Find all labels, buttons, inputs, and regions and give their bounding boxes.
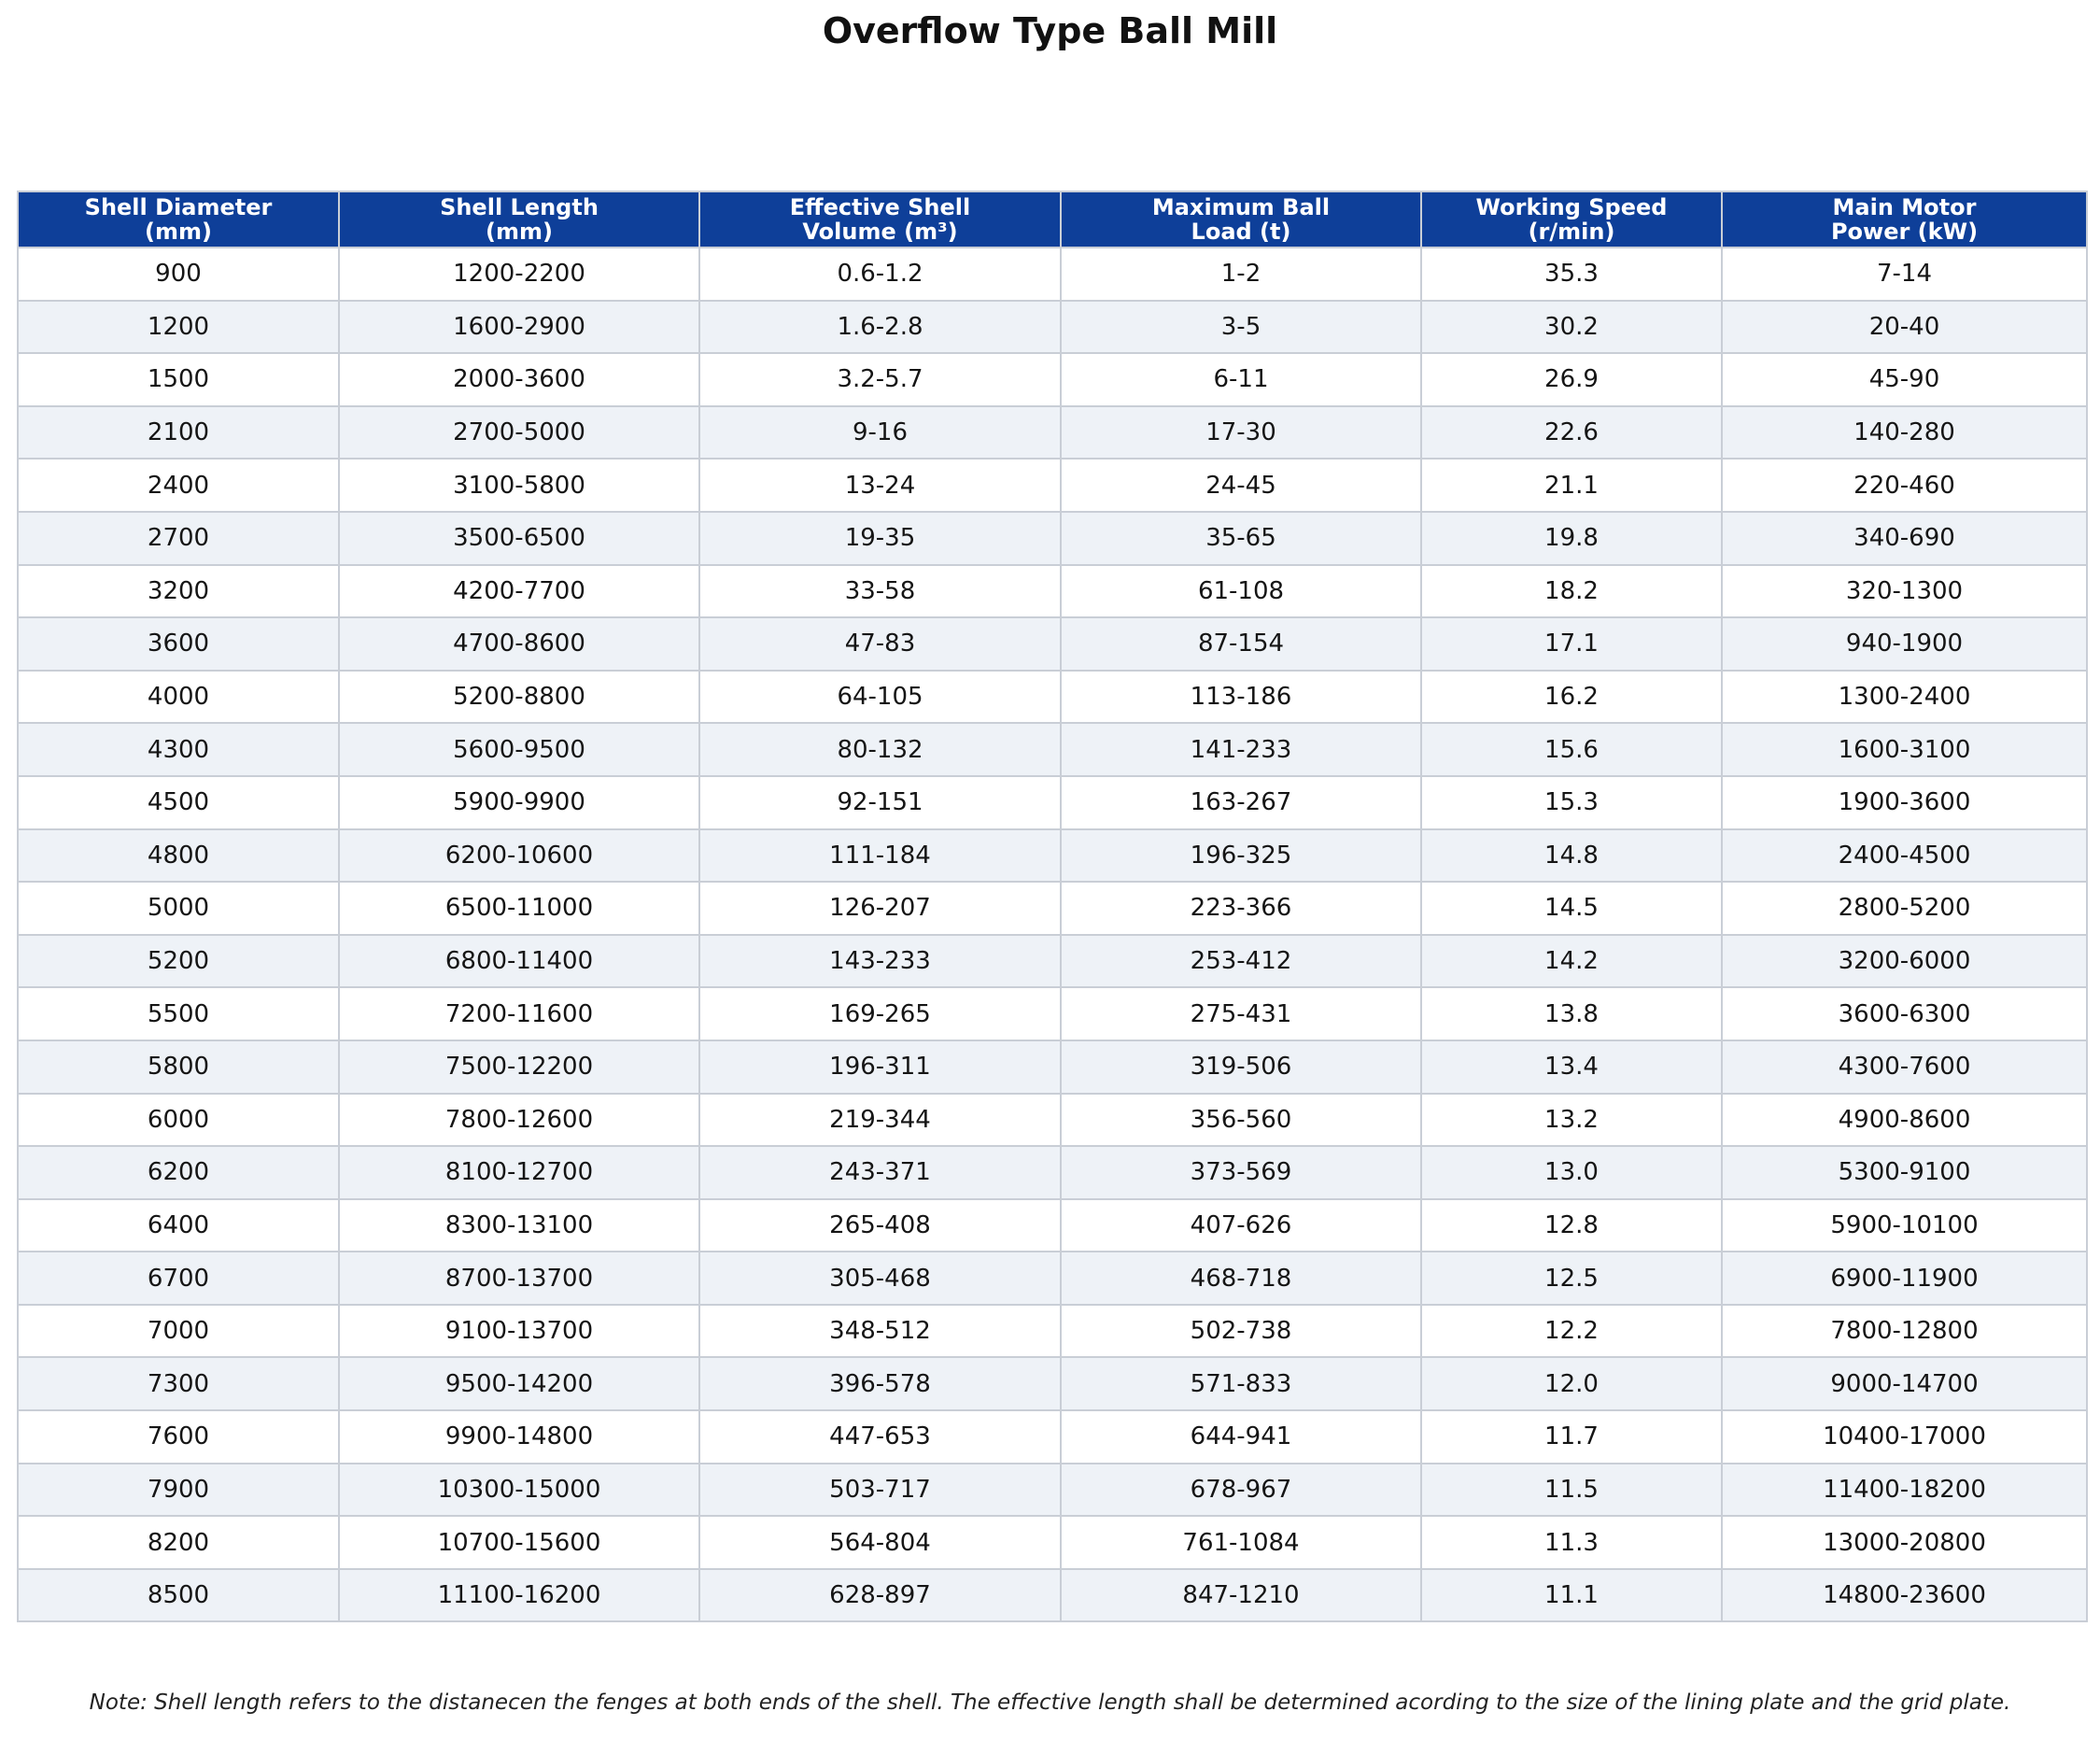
- cell-motor-power: 45-90: [1722, 353, 2087, 406]
- cell-working-speed: 11.7: [1421, 1410, 1722, 1464]
- header-row: [18, 191, 2087, 248]
- cell-max-ball-load: 275-431: [1061, 987, 1421, 1040]
- cell-shell-diameter: 8200: [18, 1516, 339, 1569]
- cell-shell-diameter: 2700: [18, 512, 339, 565]
- cell-motor-power: 9000-14700: [1722, 1357, 2087, 1410]
- cell-shell-length: 6200-10600: [339, 829, 699, 883]
- cell-working-speed: 11.1: [1421, 1569, 1722, 1622]
- cell-shell-length: 8700-13700: [339, 1252, 699, 1305]
- cell-shell-length: 6800-11400: [339, 935, 699, 988]
- cell-shell-diameter: 6700: [18, 1252, 339, 1305]
- table-row: [18, 987, 2087, 1040]
- cell-effective-volume: 9-16: [699, 406, 1061, 460]
- cell-motor-power: 7-14: [1722, 248, 2087, 301]
- cell-motor-power: 14800-23600: [1722, 1569, 2087, 1622]
- cell-effective-volume: 196-311: [699, 1040, 1061, 1094]
- table-row: [18, 301, 2087, 354]
- table-row: [18, 1305, 2087, 1358]
- cell-working-speed: 17.1: [1421, 617, 1722, 671]
- cell-shell-length: 9900-14800: [339, 1410, 699, 1464]
- table-row: [18, 723, 2087, 776]
- cell-shell-length: 1200-2200: [339, 248, 699, 301]
- cell-motor-power: 3600-6300: [1722, 987, 2087, 1040]
- header-motor-power: Main Motor Power (kW): [1722, 191, 2087, 248]
- cell-shell-length: 3100-5800: [339, 459, 699, 512]
- cell-motor-power: 2400-4500: [1722, 829, 2087, 883]
- table-row: [18, 829, 2087, 883]
- cell-working-speed: 12.2: [1421, 1305, 1722, 1358]
- table-row: [18, 406, 2087, 460]
- cell-shell-diameter: 5200: [18, 935, 339, 988]
- cell-max-ball-load: 319-506: [1061, 1040, 1421, 1094]
- cell-shell-length: 11100-16200: [339, 1569, 699, 1622]
- cell-shell-length: 8300-13100: [339, 1199, 699, 1252]
- cell-shell-diameter: 2100: [18, 406, 339, 460]
- cell-shell-length: 6500-11000: [339, 882, 699, 935]
- cell-shell-length: 7500-12200: [339, 1040, 699, 1094]
- cell-working-speed: 16.2: [1421, 671, 1722, 724]
- cell-effective-volume: 305-468: [699, 1252, 1061, 1305]
- cell-effective-volume: 126-207: [699, 882, 1061, 935]
- table-row: [18, 565, 2087, 618]
- cell-effective-volume: 628-897: [699, 1569, 1061, 1622]
- cell-shell-diameter: 4300: [18, 723, 339, 776]
- cell-max-ball-load: 644-941: [1061, 1410, 1421, 1464]
- spec-table: [17, 191, 2088, 1622]
- cell-working-speed: 21.1: [1421, 459, 1722, 512]
- cell-motor-power: 140-280: [1722, 406, 2087, 460]
- cell-working-speed: 11.3: [1421, 1516, 1722, 1569]
- cell-shell-diameter: 7600: [18, 1410, 339, 1464]
- cell-motor-power: 20-40: [1722, 301, 2087, 354]
- cell-max-ball-load: 87-154: [1061, 617, 1421, 671]
- cell-max-ball-load: 24-45: [1061, 459, 1421, 512]
- cell-shell-diameter: 6200: [18, 1146, 339, 1199]
- cell-max-ball-load: 6-11: [1061, 353, 1421, 406]
- cell-max-ball-load: 468-718: [1061, 1252, 1421, 1305]
- cell-effective-volume: 33-58: [699, 565, 1061, 618]
- cell-effective-volume: 143-233: [699, 935, 1061, 988]
- cell-shell-diameter: 1500: [18, 353, 339, 406]
- cell-shell-length: 1600-2900: [339, 301, 699, 354]
- cell-working-speed: 18.2: [1421, 565, 1722, 618]
- cell-working-speed: 14.2: [1421, 935, 1722, 988]
- cell-shell-length: 9500-14200: [339, 1357, 699, 1410]
- table-row: [18, 459, 2087, 512]
- table-row: [18, 1199, 2087, 1252]
- cell-working-speed: 15.6: [1421, 723, 1722, 776]
- header-shell-diameter: Shell Diameter (mm): [18, 191, 339, 248]
- cell-shell-diameter: 5000: [18, 882, 339, 935]
- cell-motor-power: 11400-18200: [1722, 1464, 2087, 1517]
- table-row: [18, 1410, 2087, 1464]
- cell-shell-length: 3500-6500: [339, 512, 699, 565]
- header-effective-volume: Effective Shell Volume (m³): [699, 191, 1061, 248]
- cell-max-ball-load: 17-30: [1061, 406, 1421, 460]
- cell-motor-power: 320-1300: [1722, 565, 2087, 618]
- cell-max-ball-load: 3-5: [1061, 301, 1421, 354]
- cell-effective-volume: 1.6-2.8: [699, 301, 1061, 354]
- cell-shell-length: 10700-15600: [339, 1516, 699, 1569]
- cell-motor-power: 6900-11900: [1722, 1252, 2087, 1305]
- cell-max-ball-load: 356-560: [1061, 1094, 1421, 1147]
- table-row: [18, 512, 2087, 565]
- table-row: [18, 1146, 2087, 1199]
- cell-shell-diameter: 3200: [18, 565, 339, 618]
- cell-max-ball-load: 373-569: [1061, 1146, 1421, 1199]
- cell-effective-volume: 503-717: [699, 1464, 1061, 1517]
- cell-motor-power: 10400-17000: [1722, 1410, 2087, 1464]
- cell-max-ball-load: 571-833: [1061, 1357, 1421, 1410]
- cell-motor-power: 340-690: [1722, 512, 2087, 565]
- cell-max-ball-load: 407-626: [1061, 1199, 1421, 1252]
- cell-shell-length: 7800-12600: [339, 1094, 699, 1147]
- table-row: [18, 353, 2087, 406]
- cell-motor-power: 2800-5200: [1722, 882, 2087, 935]
- cell-shell-length: 7200-11600: [339, 987, 699, 1040]
- cell-shell-diameter: 6000: [18, 1094, 339, 1147]
- cell-effective-volume: 3.2-5.7: [699, 353, 1061, 406]
- cell-shell-diameter: 2400: [18, 459, 339, 512]
- cell-working-speed: 13.4: [1421, 1040, 1722, 1094]
- cell-working-speed: 12.8: [1421, 1199, 1722, 1252]
- cell-max-ball-load: 253-412: [1061, 935, 1421, 988]
- cell-max-ball-load: 223-366: [1061, 882, 1421, 935]
- cell-motor-power: 1600-3100: [1722, 723, 2087, 776]
- cell-max-ball-load: 761-1084: [1061, 1516, 1421, 1569]
- cell-motor-power: 940-1900: [1722, 617, 2087, 671]
- cell-effective-volume: 111-184: [699, 829, 1061, 883]
- cell-working-speed: 35.3: [1421, 248, 1722, 301]
- table-row: [18, 1094, 2087, 1147]
- cell-working-speed: 13.0: [1421, 1146, 1722, 1199]
- cell-effective-volume: 564-804: [699, 1516, 1061, 1569]
- cell-shell-length: 9100-13700: [339, 1305, 699, 1358]
- table-header: [18, 191, 2087, 248]
- cell-working-speed: 19.8: [1421, 512, 1722, 565]
- cell-effective-volume: 243-371: [699, 1146, 1061, 1199]
- cell-shell-diameter: 5800: [18, 1040, 339, 1094]
- cell-shell-diameter: 7300: [18, 1357, 339, 1410]
- table-row: [18, 248, 2087, 301]
- cell-max-ball-load: 113-186: [1061, 671, 1421, 724]
- cell-motor-power: 13000-20800: [1722, 1516, 2087, 1569]
- header-shell-length: Shell Length (mm): [339, 191, 699, 248]
- cell-working-speed: 14.5: [1421, 882, 1722, 935]
- cell-motor-power: 1300-2400: [1722, 671, 2087, 724]
- table-body: [18, 248, 2087, 1621]
- cell-effective-volume: 396-578: [699, 1357, 1061, 1410]
- cell-shell-diameter: 5500: [18, 987, 339, 1040]
- cell-effective-volume: 80-132: [699, 723, 1061, 776]
- cell-motor-power: 5900-10100: [1722, 1199, 2087, 1252]
- cell-working-speed: 22.6: [1421, 406, 1722, 460]
- cell-shell-length: 10300-15000: [339, 1464, 699, 1517]
- table-row: [18, 1464, 2087, 1517]
- cell-effective-volume: 219-344: [699, 1094, 1061, 1147]
- table-row: [18, 1516, 2087, 1569]
- cell-working-speed: 14.8: [1421, 829, 1722, 883]
- header-working-speed: Working Speed (r/min): [1421, 191, 1722, 248]
- cell-shell-diameter: 4000: [18, 671, 339, 724]
- cell-max-ball-load: 502-738: [1061, 1305, 1421, 1358]
- cell-shell-diameter: 7000: [18, 1305, 339, 1358]
- page-title: Overflow Type Ball Mill: [822, 10, 1278, 51]
- cell-shell-length: 4700-8600: [339, 617, 699, 671]
- table-row: [18, 617, 2087, 671]
- cell-effective-volume: 447-653: [699, 1410, 1061, 1464]
- table-row: [18, 1357, 2087, 1410]
- cell-shell-diameter: 7900: [18, 1464, 339, 1517]
- cell-shell-diameter: 6400: [18, 1199, 339, 1252]
- cell-shell-length: 2000-3600: [339, 353, 699, 406]
- footnote: Note: Shell length refers to the distanecen the fenges at both ends of the shell. The effective length shall be determined acording to the size of the lining plate and the grid plate.: [89, 1690, 2011, 1715]
- cell-effective-volume: 64-105: [699, 671, 1061, 724]
- cell-shell-length: 8100-12700: [339, 1146, 699, 1199]
- cell-working-speed: 13.2: [1421, 1094, 1722, 1147]
- cell-effective-volume: 348-512: [699, 1305, 1061, 1358]
- cell-effective-volume: 47-83: [699, 617, 1061, 671]
- cell-max-ball-load: 141-233: [1061, 723, 1421, 776]
- cell-shell-diameter: 1200: [18, 301, 339, 354]
- cell-shell-length: 4200-7700: [339, 565, 699, 618]
- cell-motor-power: 1900-3600: [1722, 776, 2087, 829]
- cell-shell-length: 5600-9500: [339, 723, 699, 776]
- cell-motor-power: 7800-12800: [1722, 1305, 2087, 1358]
- cell-motor-power: 4300-7600: [1722, 1040, 2087, 1094]
- cell-working-speed: 12.5: [1421, 1252, 1722, 1305]
- cell-max-ball-load: 847-1210: [1061, 1569, 1421, 1622]
- cell-working-speed: 12.0: [1421, 1357, 1722, 1410]
- cell-shell-diameter: 8500: [18, 1569, 339, 1622]
- cell-working-speed: 30.2: [1421, 301, 1722, 354]
- cell-motor-power: 5300-9100: [1722, 1146, 2087, 1199]
- cell-working-speed: 26.9: [1421, 353, 1722, 406]
- table-row: [18, 671, 2087, 724]
- cell-shell-diameter: 900: [18, 248, 339, 301]
- table-row: [18, 1569, 2087, 1622]
- cell-max-ball-load: 196-325: [1061, 829, 1421, 883]
- table-row: [18, 1252, 2087, 1305]
- cell-effective-volume: 265-408: [699, 1199, 1061, 1252]
- cell-max-ball-load: 35-65: [1061, 512, 1421, 565]
- cell-effective-volume: 169-265: [699, 987, 1061, 1040]
- cell-shell-diameter: 3600: [18, 617, 339, 671]
- cell-max-ball-load: 1-2: [1061, 248, 1421, 301]
- table-row: [18, 935, 2087, 988]
- cell-max-ball-load: 163-267: [1061, 776, 1421, 829]
- cell-effective-volume: 92-151: [699, 776, 1061, 829]
- cell-effective-volume: 19-35: [699, 512, 1061, 565]
- cell-motor-power: 3200-6000: [1722, 935, 2087, 988]
- cell-effective-volume: 13-24: [699, 459, 1061, 512]
- cell-working-speed: 15.3: [1421, 776, 1722, 829]
- table-row: [18, 882, 2087, 935]
- table-row: [18, 776, 2087, 829]
- cell-shell-length: 2700-5000: [339, 406, 699, 460]
- header-max-ball-load: Maximum Ball Load (t): [1061, 191, 1421, 248]
- cell-effective-volume: 0.6-1.2: [699, 248, 1061, 301]
- cell-shell-length: 5900-9900: [339, 776, 699, 829]
- cell-working-speed: 13.8: [1421, 987, 1722, 1040]
- cell-shell-diameter: 4500: [18, 776, 339, 829]
- cell-max-ball-load: 61-108: [1061, 565, 1421, 618]
- cell-motor-power: 4900-8600: [1722, 1094, 2087, 1147]
- cell-motor-power: 220-460: [1722, 459, 2087, 512]
- table-row: [18, 1040, 2087, 1094]
- cell-max-ball-load: 678-967: [1061, 1464, 1421, 1517]
- cell-shell-diameter: 4800: [18, 829, 339, 883]
- cell-working-speed: 11.5: [1421, 1464, 1722, 1517]
- cell-shell-length: 5200-8800: [339, 671, 699, 724]
